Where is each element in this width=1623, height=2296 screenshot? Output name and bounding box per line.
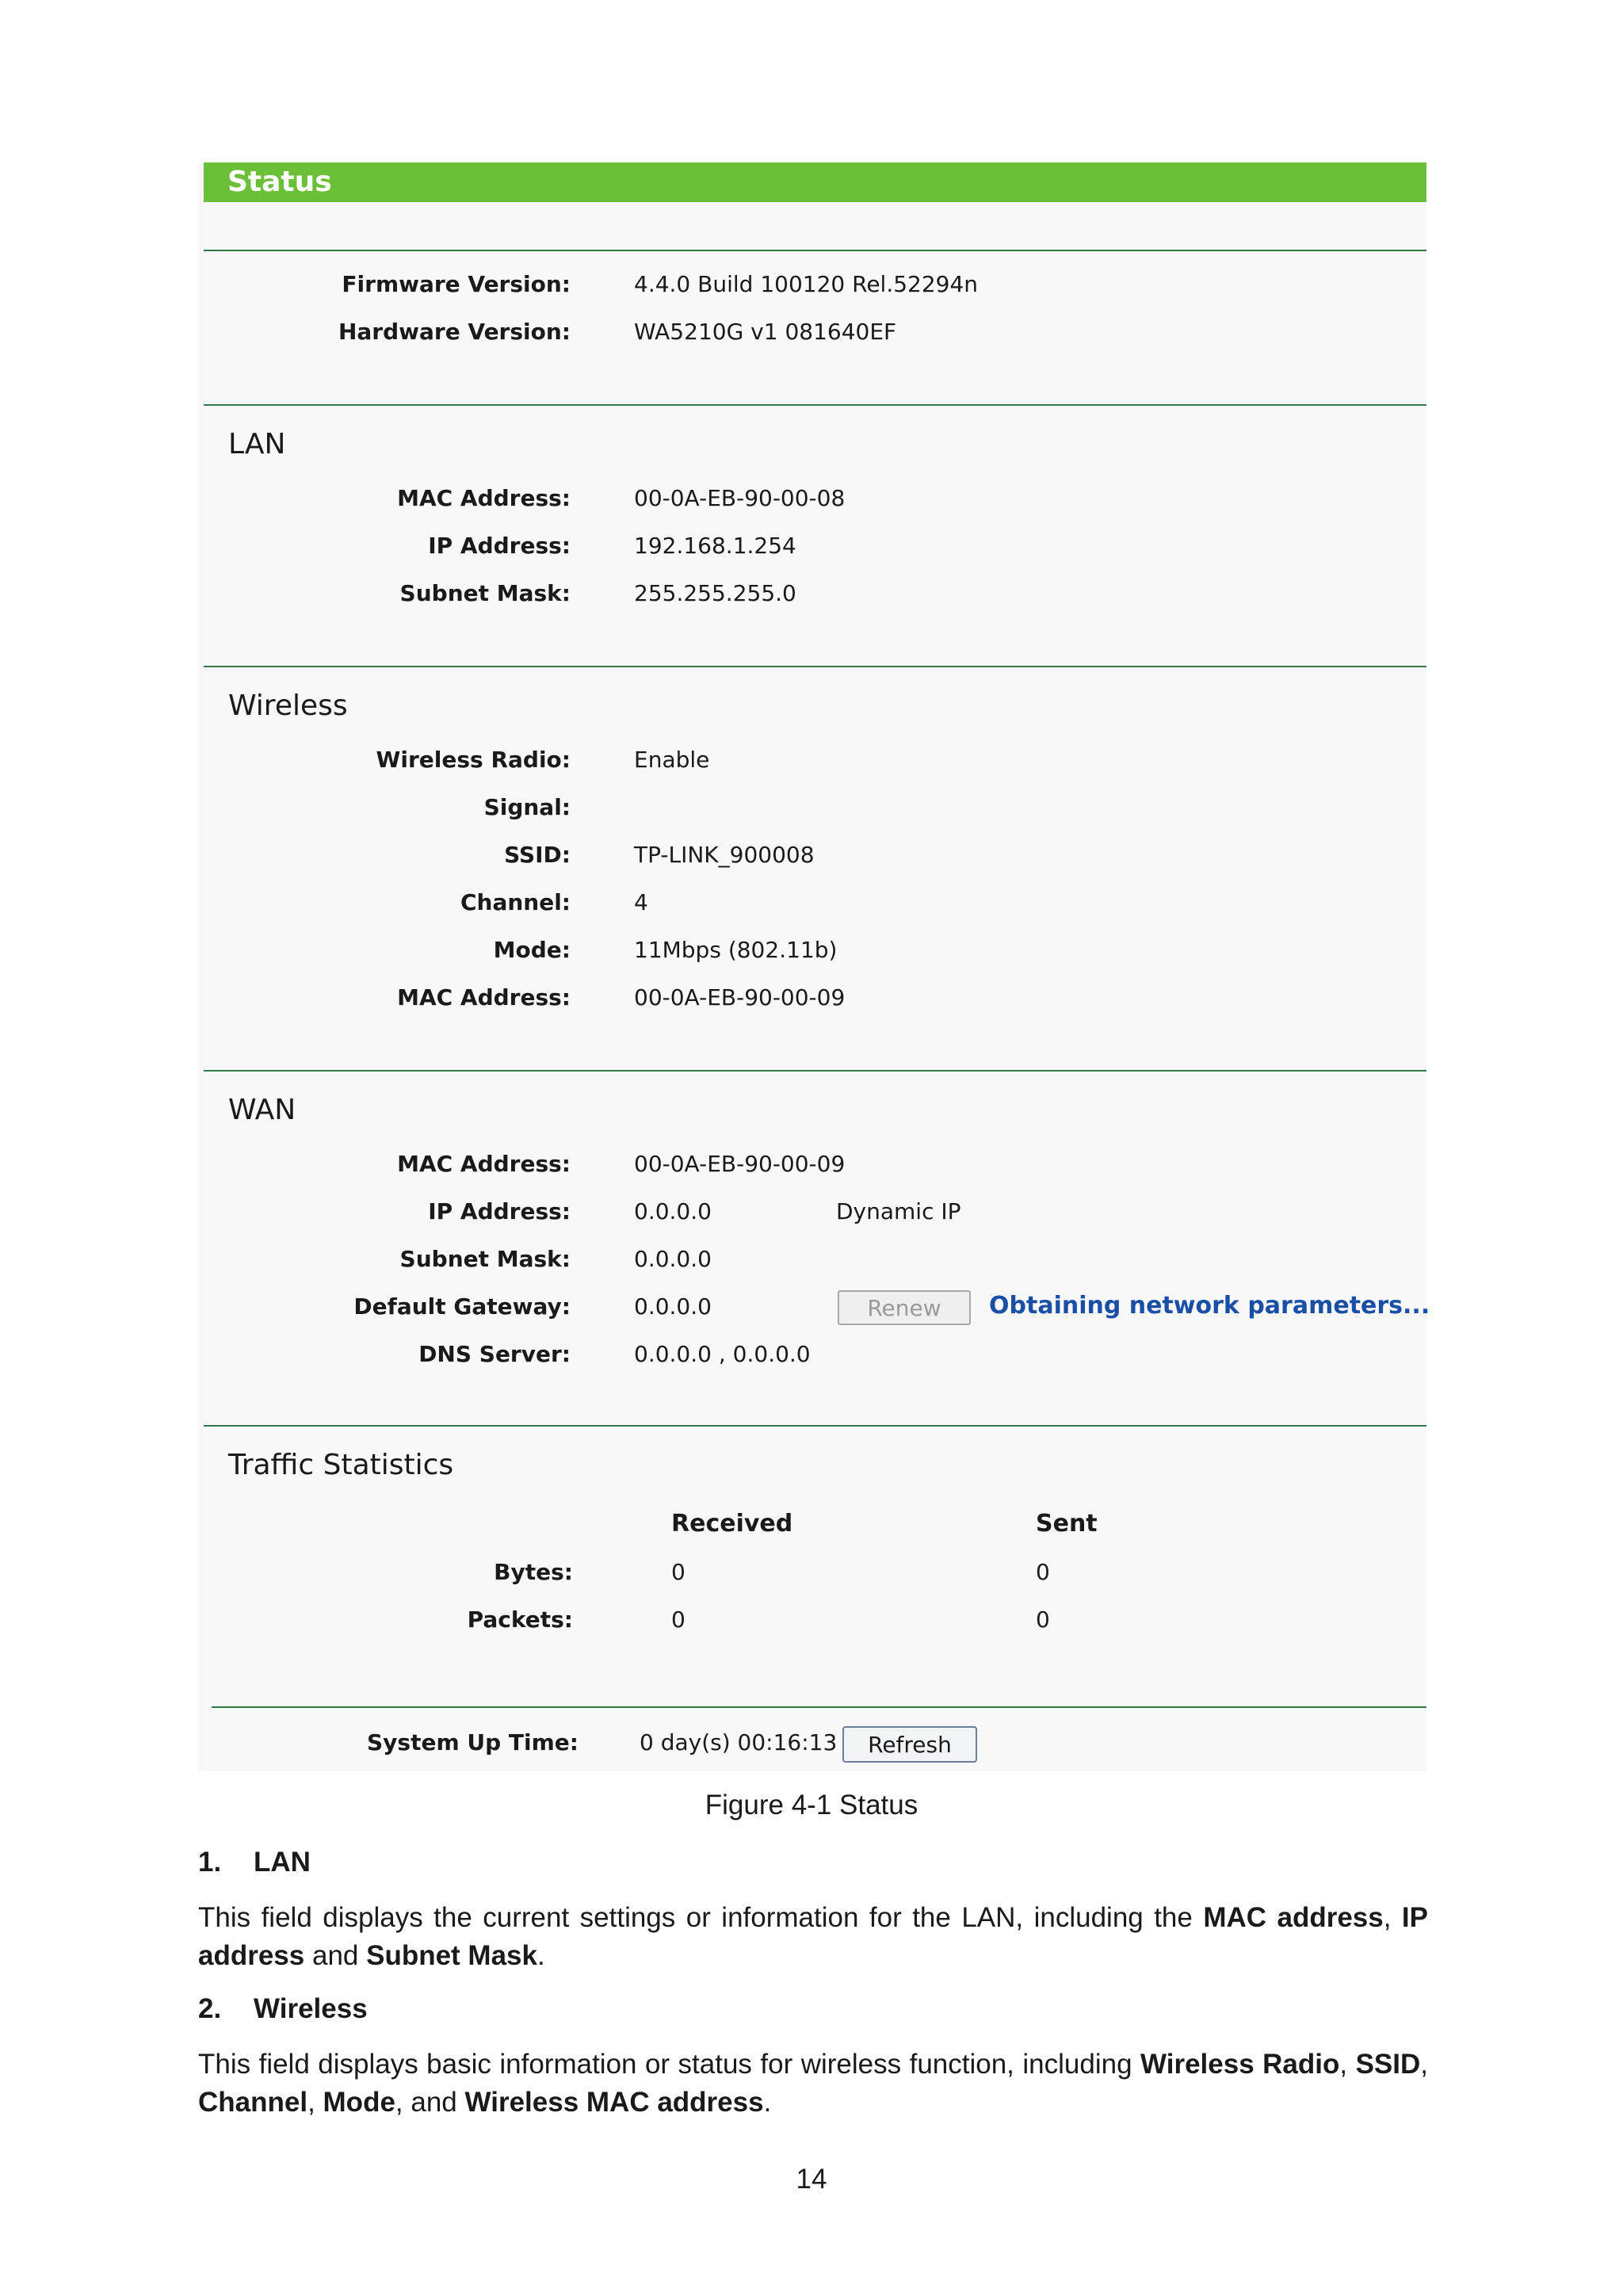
wan-mask-label: Subnet Mask:	[399, 1246, 571, 1272]
firmware-label: Firmware Version:	[342, 271, 571, 297]
wan-mask-value: 0.0.0.0	[634, 1246, 712, 1272]
renew-button[interactable]: Renew	[838, 1290, 971, 1325]
lan-ip-label: IP Address:	[428, 533, 571, 559]
uptime-value: 0 day(s) 00:16:13	[640, 1729, 838, 1755]
wireless-ssid-value: TP-LINK_900008	[634, 842, 815, 868]
lan-heading	[198, 1843, 1428, 1881]
wan-section-title: WAN	[228, 1094, 296, 1126]
lan-mask-value: 255.255.255.0	[634, 580, 796, 606]
wan-gateway-label: Default Gateway:	[353, 1293, 571, 1320]
heading-number: 1.	[198, 1847, 222, 1878]
figure-caption: Figure 4-1 Status	[705, 1790, 918, 1820]
bytes-sent: 0	[1036, 1559, 1050, 1585]
divider	[204, 1070, 1426, 1072]
lan-paragraph: This field displays the current settings or information for the LAN, including the MAC address, IP address and Subnet Mask.	[198, 1902, 1428, 1971]
status-panel	[198, 162, 1430, 1771]
wireless-radio-label: Wireless Radio:	[376, 747, 571, 773]
packets-sent: 0	[1036, 1606, 1050, 1633]
bytes-received: 0	[671, 1559, 685, 1585]
lan-ip-value: 192.168.1.254	[634, 533, 796, 559]
wireless-mode-value: 11Mbps (802.11b)	[634, 937, 838, 963]
firmware-value: 4.4.0 Build 100120 Rel.52294n	[634, 271, 979, 297]
wireless-section-title: Wireless	[228, 690, 348, 722]
hardware-label: Hardware Version:	[338, 319, 571, 345]
heading-title: Wireless	[254, 1993, 368, 2024]
hardware-value: WA5210G v1 081640EF	[634, 319, 897, 345]
heading-title: LAN	[254, 1847, 311, 1878]
received-column-header: Received	[671, 1510, 793, 1538]
refresh-button[interactable]: Refresh	[842, 1726, 977, 1763]
wan-gateway-value: 0.0.0.0	[634, 1293, 712, 1320]
wireless-paragraph: This field displays basic information or status for wireless function, including Wireless Radio, SSID, Channel, Mode, and Wireless MAC address.	[198, 2049, 1429, 2118]
divider	[204, 250, 1426, 251]
uptime-label: System Up Time:	[367, 1729, 579, 1755]
page-number: 14	[796, 2164, 827, 2195]
status-title-bar: Status	[204, 162, 1426, 202]
wan-ip-label: IP Address:	[428, 1198, 571, 1224]
divider	[204, 404, 1426, 406]
wan-ip-value: 0.0.0.0	[634, 1198, 712, 1224]
sent-column-header: Sent	[1036, 1510, 1098, 1538]
packets-label: Packets:	[467, 1606, 573, 1633]
lan-mac-value: 00-0A-EB-90-00-08	[634, 485, 846, 511]
lan-section-title: LAN	[228, 428, 286, 460]
wireless-heading	[198, 1990, 1428, 2028]
traffic-section-title: Traffic Statistics	[228, 1449, 454, 1481]
wan-dns-value: 0.0.0.0 , 0.0.0.0	[634, 1341, 811, 1367]
divider	[204, 1425, 1426, 1427]
wireless-channel-label: Channel:	[460, 889, 571, 915]
wireless-radio-value: Enable	[634, 747, 710, 773]
wireless-mode-label: Mode:	[493, 937, 571, 963]
wireless-ssid-label: SSID:	[504, 842, 571, 868]
lan-mac-label: MAC Address:	[397, 485, 571, 511]
wan-dns-label: DNS Server:	[418, 1341, 571, 1367]
wireless-mac-label: MAC Address:	[397, 984, 571, 1010]
divider	[204, 666, 1426, 667]
divider	[212, 1706, 1426, 1708]
wan-mac-label: MAC Address:	[397, 1151, 571, 1177]
wireless-mac-value: 00-0A-EB-90-00-09	[634, 984, 846, 1010]
wireless-signal-label: Signal:	[483, 794, 571, 820]
obtaining-status-text: Obtaining network parameters...	[989, 1292, 1430, 1320]
packets-received: 0	[671, 1606, 685, 1633]
heading-number: 2.	[198, 1993, 222, 2024]
bytes-label: Bytes:	[494, 1559, 573, 1585]
lan-mask-label: Subnet Mask:	[399, 580, 571, 606]
wireless-channel-value: 4	[634, 889, 648, 915]
wan-mac-value: 00-0A-EB-90-00-09	[634, 1151, 846, 1177]
wan-connection-type: Dynamic IP	[836, 1198, 961, 1224]
